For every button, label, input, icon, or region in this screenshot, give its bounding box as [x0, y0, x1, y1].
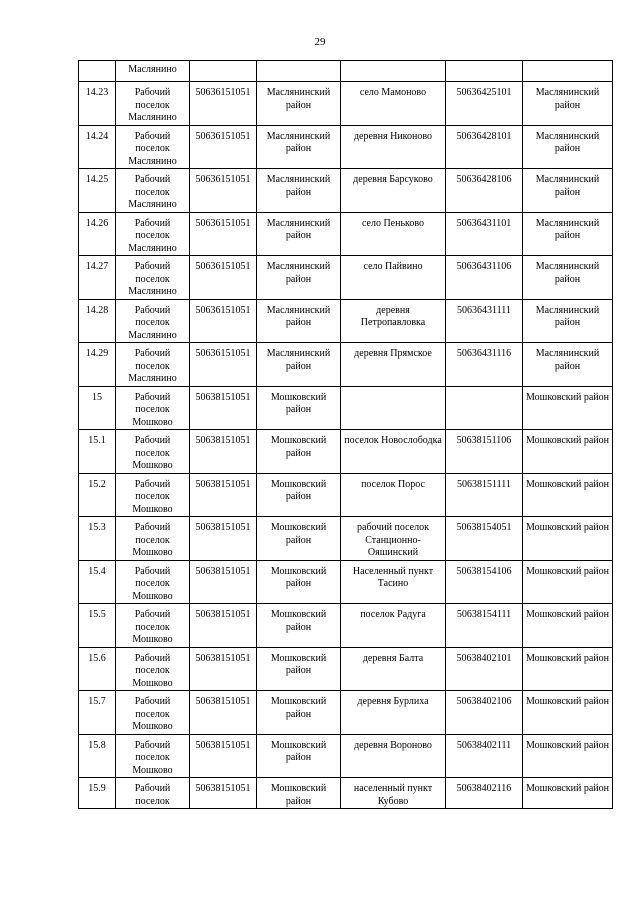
settlement-cell: Рабочий поселок Мошково	[116, 517, 190, 561]
district-cell: Маслянинский район	[257, 299, 341, 343]
place-cell: село Мамоново	[341, 82, 446, 126]
place-cell: деревня Бурлиха	[341, 691, 446, 735]
place-cell: деревня Барсуково	[341, 169, 446, 213]
table-row	[79, 647, 613, 691]
row-number-cell: 14.25	[79, 169, 116, 213]
place-district-cell: Мошковский район	[523, 604, 613, 648]
place-cell: поселок Новослободка	[341, 430, 446, 474]
place-cell: Населенный пункт Тасино	[341, 560, 446, 604]
table-row	[79, 82, 613, 126]
district-cell: Маслянинский район	[257, 125, 341, 169]
table-row	[79, 386, 613, 430]
table-row	[79, 473, 613, 517]
district-cell: Мошковский район	[257, 386, 341, 430]
row-number-cell: 15.4	[79, 560, 116, 604]
settlement-code-cell: 50638151051	[190, 430, 257, 474]
table-row	[79, 299, 613, 343]
district-cell	[257, 61, 341, 82]
settlement-code-cell: 50636151051	[190, 256, 257, 300]
settlement-cell: Рабочий поселок Маслянино	[116, 125, 190, 169]
place-district-cell: Маслянинский район	[523, 125, 613, 169]
page-number: 29	[314, 36, 326, 48]
place-district-cell: Мошковский район	[523, 647, 613, 691]
district-cell: Мошковский район	[257, 647, 341, 691]
district-cell: Мошковский район	[257, 560, 341, 604]
settlement-code-cell: 50636151051	[190, 82, 257, 126]
place-code-cell: 50638402111	[446, 734, 523, 778]
place-district-cell: Маслянинский район	[523, 299, 613, 343]
place-district-cell: Маслянинский район	[523, 82, 613, 126]
place-district-cell: Маслянинский район	[523, 256, 613, 300]
district-cell: Маслянинский район	[257, 256, 341, 300]
place-code-cell: 50636431101	[446, 212, 523, 256]
district-cell: Мошковский район	[257, 778, 341, 809]
settlement-cell: Рабочий поселок Маслянино	[116, 82, 190, 126]
row-number-cell: 15.5	[79, 604, 116, 648]
settlement-cell: Рабочий поселок Маслянино	[116, 169, 190, 213]
row-number-cell: 15.7	[79, 691, 116, 735]
place-code-cell: 50636425101	[446, 82, 523, 126]
place-district-cell: Мошковский район	[523, 430, 613, 474]
settlement-code-cell: 50638151051	[190, 386, 257, 430]
settlement-cell: Рабочий поселок Маслянино	[116, 212, 190, 256]
district-cell: Мошковский район	[257, 734, 341, 778]
table-row	[79, 125, 613, 169]
table-row	[79, 560, 613, 604]
place-code-cell: 50638154111	[446, 604, 523, 648]
table-row	[79, 734, 613, 778]
settlement-cell: Рабочий поселок Маслянино	[116, 299, 190, 343]
settlement-code-cell: 50636151051	[190, 212, 257, 256]
settlement-code-cell: 50636151051	[190, 169, 257, 213]
settlement-code-cell: 50638151051	[190, 691, 257, 735]
settlements-table	[78, 60, 613, 809]
row-number-cell: 15.3	[79, 517, 116, 561]
settlement-cell: Рабочий поселок Мошково	[116, 560, 190, 604]
row-number-cell: 14.26	[79, 212, 116, 256]
settlement-cell: Рабочий поселок Мошково	[116, 691, 190, 735]
place-cell: село Пайвино	[341, 256, 446, 300]
district-cell: Мошковский район	[257, 604, 341, 648]
settlement-cell: Рабочий поселок Мошково	[116, 647, 190, 691]
place-cell: деревня Никоново	[341, 125, 446, 169]
row-number-cell: 15.6	[79, 647, 116, 691]
place-district-cell: Мошковский район	[523, 778, 613, 809]
settlement-code-cell	[190, 61, 257, 82]
place-code-cell	[446, 386, 523, 430]
place-district-cell: Маслянинский район	[523, 212, 613, 256]
place-code-cell: 50638402106	[446, 691, 523, 735]
place-district-cell: Мошковский район	[523, 473, 613, 517]
district-cell: Маслянинский район	[257, 169, 341, 213]
settlement-cell: Маслянино	[116, 61, 190, 82]
place-cell: поселок Радуга	[341, 604, 446, 648]
district-cell: Мошковский район	[257, 430, 341, 474]
district-cell: Маслянинский район	[257, 82, 341, 126]
settlement-code-cell: 50636151051	[190, 343, 257, 387]
table-row	[79, 212, 613, 256]
table-row	[79, 517, 613, 561]
settlement-code-cell: 50638151051	[190, 604, 257, 648]
place-cell: деревня Вороново	[341, 734, 446, 778]
place-code-cell: 50636431116	[446, 343, 523, 387]
place-district-cell	[523, 61, 613, 82]
row-number-cell: 15.1	[79, 430, 116, 474]
table-row	[79, 343, 613, 387]
place-code-cell: 50636428101	[446, 125, 523, 169]
place-code-cell: 50638402116	[446, 778, 523, 809]
place-code-cell: 50636431111	[446, 299, 523, 343]
row-number-cell: 14.27	[79, 256, 116, 300]
district-cell: Мошковский район	[257, 473, 341, 517]
place-code-cell: 50636431106	[446, 256, 523, 300]
district-cell: Маслянинский район	[257, 212, 341, 256]
settlement-code-cell: 50638151051	[190, 473, 257, 517]
place-district-cell: Мошковский район	[523, 691, 613, 735]
place-code-cell: 50638151111	[446, 473, 523, 517]
table-row	[79, 778, 613, 809]
place-code-cell: 50638151106	[446, 430, 523, 474]
place-cell	[341, 61, 446, 82]
district-cell: Маслянинский район	[257, 343, 341, 387]
place-code-cell: 50638402101	[446, 647, 523, 691]
place-cell: деревня Прямское	[341, 343, 446, 387]
row-number-cell: 14.23	[79, 82, 116, 126]
table-row	[79, 61, 613, 82]
settlement-cell: Рабочий поселок Мошково	[116, 604, 190, 648]
place-cell: деревня Балта	[341, 647, 446, 691]
place-cell: рабочий поселок Станционно-Ояшинский	[341, 517, 446, 561]
place-code-cell: 50636428106	[446, 169, 523, 213]
place-cell: поселок Порос	[341, 473, 446, 517]
settlement-code-cell: 50638151051	[190, 734, 257, 778]
row-number-cell: 14.29	[79, 343, 116, 387]
row-number-cell: 15	[79, 386, 116, 430]
place-cell: село Пеньково	[341, 212, 446, 256]
row-number-cell: 15.9	[79, 778, 116, 809]
table-row	[79, 604, 613, 648]
settlement-code-cell: 50638151051	[190, 517, 257, 561]
settlement-cell: Рабочий поселок Мошково	[116, 430, 190, 474]
settlement-cell: Рабочий поселок	[116, 778, 190, 809]
place-code-cell: 50638154051	[446, 517, 523, 561]
settlement-code-cell: 50638151051	[190, 778, 257, 809]
row-number-cell	[79, 61, 116, 82]
settlement-cell: Рабочий поселок Мошково	[116, 734, 190, 778]
row-number-cell: 15.2	[79, 473, 116, 517]
place-cell: деревня Петропавловка	[341, 299, 446, 343]
place-district-cell: Мошковский район	[523, 517, 613, 561]
place-district-cell: Мошковский район	[523, 386, 613, 430]
place-district-cell: Маслянинский район	[523, 169, 613, 213]
place-code-cell	[446, 61, 523, 82]
place-district-cell: Маслянинский район	[523, 343, 613, 387]
place-district-cell: Мошковский район	[523, 560, 613, 604]
table-row	[79, 256, 613, 300]
table-row	[79, 430, 613, 474]
place-district-cell: Мошковский район	[523, 734, 613, 778]
settlement-cell: Рабочий поселок Мошково	[116, 386, 190, 430]
settlement-cell: Рабочий поселок Маслянино	[116, 256, 190, 300]
settlement-code-cell: 50636151051	[190, 299, 257, 343]
settlement-code-cell: 50638151051	[190, 647, 257, 691]
table-row	[79, 169, 613, 213]
place-cell: населенный пункт Кубово	[341, 778, 446, 809]
row-number-cell: 14.24	[79, 125, 116, 169]
settlement-cell: Рабочий поселок Мошково	[116, 473, 190, 517]
row-number-cell: 15.8	[79, 734, 116, 778]
district-cell: Мошковский район	[257, 517, 341, 561]
place-cell	[341, 386, 446, 430]
row-number-cell: 14.28	[79, 299, 116, 343]
settlement-code-cell: 50638151051	[190, 560, 257, 604]
place-code-cell: 50638154106	[446, 560, 523, 604]
table-row	[79, 691, 613, 735]
settlement-code-cell: 50636151051	[190, 125, 257, 169]
district-cell: Мошковский район	[257, 691, 341, 735]
settlement-cell: Рабочий поселок Маслянино	[116, 343, 190, 387]
